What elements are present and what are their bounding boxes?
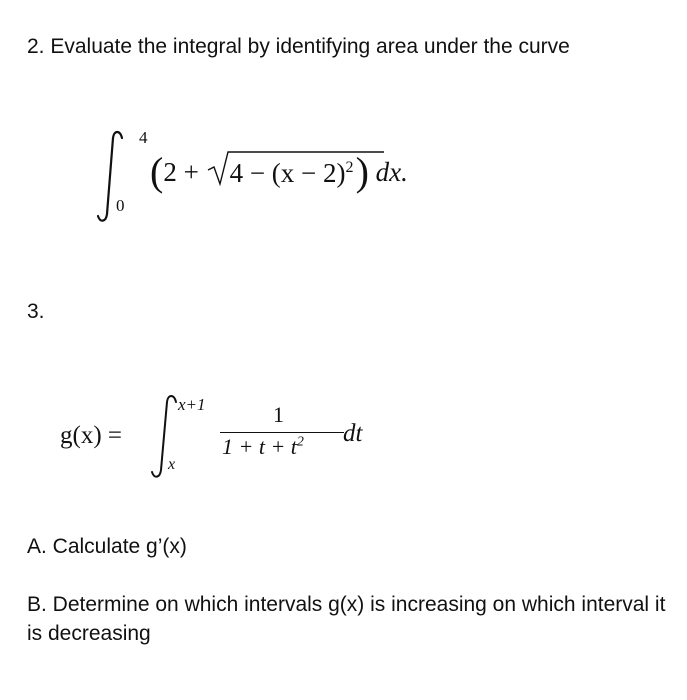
lower-limit: x — [168, 456, 176, 473]
denominator-main: 1 + t + t — [222, 434, 297, 459]
part-b-prompt: B. Determine on which intervals g(x) is increasing on which interval it is decreasing — [27, 593, 666, 645]
radicand-exponent: 2 — [345, 159, 354, 176]
question-3-number: 3. — [27, 300, 45, 323]
integral-sign — [92, 128, 132, 228]
square-root — [206, 148, 356, 188]
part-a-prompt: A. Calculate g’(x) — [27, 535, 187, 558]
lower-limit: 0 — [116, 196, 125, 215]
upper-limit: x+1 — [178, 395, 206, 414]
integrand-lead: 2 + — [163, 157, 206, 187]
left-paren: ( — [150, 149, 164, 194]
question-2-prompt: 2. Evaluate the integral by identifying area under the curve — [27, 35, 570, 58]
right-paren: ) — [355, 149, 369, 194]
denominator-exponent: 2 — [296, 434, 304, 450]
function-definition-g — [60, 392, 380, 492]
differential-dt: dt — [343, 420, 363, 447]
integrand — [150, 148, 408, 192]
fraction-denominator — [222, 434, 304, 460]
radicand — [230, 148, 354, 193]
radicand-main: 4 − (x − 2) — [229, 158, 346, 188]
integral-expression-q2 — [92, 128, 522, 228]
fraction-numerator: 1 — [273, 402, 284, 427]
fraction-bar — [220, 432, 344, 433]
differential-dx: dx. — [375, 157, 408, 187]
upper-limit: 4 — [139, 128, 148, 147]
function-lhs: g(x) = — [60, 422, 122, 449]
